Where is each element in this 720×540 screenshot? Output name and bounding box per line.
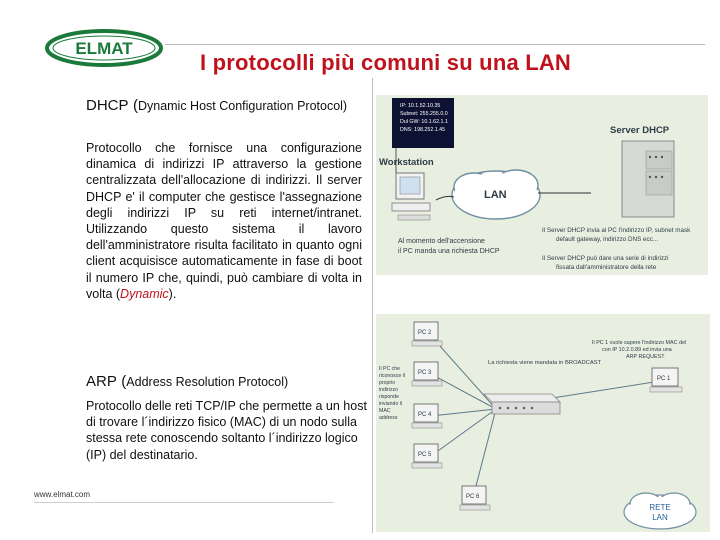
lan-label: LAN bbox=[484, 189, 507, 201]
config-line-1: IP: 10.1.52.10.35 bbox=[400, 103, 441, 109]
config-line-2: Subnet: 255.255.0.0 bbox=[400, 111, 448, 117]
arp-full-name: Address Resolution Protocol) bbox=[126, 375, 289, 389]
arp-note-left-4: indirizzo bbox=[379, 387, 399, 393]
dhcp-diagram bbox=[376, 95, 708, 275]
dhcp-heading bbox=[86, 96, 366, 116]
dhcp-description bbox=[86, 140, 362, 302]
config-line-4: DNS: 198.252.1.45 bbox=[400, 127, 446, 133]
server-label: Server DHCP bbox=[610, 125, 670, 136]
note-left-line-2: il PC manda una richiesta DHCP bbox=[398, 248, 500, 255]
pc-2-label: PC 2 bbox=[418, 330, 432, 336]
arp-note-left-1: Il PC che bbox=[379, 366, 401, 372]
config-line-3: Dul GW: 10.1.62.1.1 bbox=[400, 119, 448, 125]
arp-open-paren: ( bbox=[121, 373, 127, 390]
column-divider bbox=[372, 78, 373, 533]
pc-6-label: PC 6 bbox=[466, 494, 480, 500]
logo-text: ELMAT bbox=[75, 39, 133, 58]
note-right-1-line-2: default gateway, indirizzo DNS ecc... bbox=[556, 236, 659, 243]
dhcp-open-paren: ( bbox=[132, 97, 138, 114]
arp-note-left-2: riconosce il bbox=[379, 373, 405, 379]
dhcp-server-icon bbox=[622, 141, 674, 217]
arp-diagram bbox=[376, 314, 710, 532]
arp-note-left-3: proprio bbox=[379, 380, 396, 386]
note-right-2-line-1: Il Server DHCP può dare una serie di indirizzi bbox=[542, 255, 669, 262]
arp-acronym: ARP bbox=[86, 373, 117, 390]
footer-divider bbox=[34, 502, 334, 503]
arp-note-left-6: inviando il bbox=[379, 401, 403, 407]
rete-label: RETE bbox=[649, 503, 671, 512]
lan-label-2: LAN bbox=[652, 513, 668, 522]
elmat-logo bbox=[44, 28, 164, 68]
page-title: I protocolli più comuni su una LAN bbox=[200, 50, 572, 75]
arp-note-top-1: Il PC 1 vuole sapere l'indirizzo MAC del bbox=[592, 340, 687, 346]
arp-note-broadcast: La richiesta viene mandata in BROADCAST bbox=[488, 360, 602, 366]
pc-1-label: PC 1 bbox=[657, 376, 671, 382]
arp-note-left-7: MAC bbox=[379, 408, 391, 414]
note-right-2-line-2: fissata dall'amministratore della rete bbox=[556, 264, 657, 271]
arp-note-left-5: risponde bbox=[379, 394, 399, 400]
arp-note-left-8: address bbox=[379, 415, 398, 421]
dhcp-acronym: DHCP bbox=[86, 97, 129, 114]
note-left-line-1: Al momento dell'accensione bbox=[398, 238, 485, 245]
arp-description: Protocollo delle reti TCP/IP che permette a un host di trovare l´indirizzo fisico (MAC) di un nodo sulla stessa rete conoscendo soltanto l´indirizzo logico (IP) del destinatario. bbox=[86, 399, 367, 462]
footer-url: www.elmat.com bbox=[34, 490, 91, 499]
network-switch-icon bbox=[484, 394, 560, 414]
dhcp-full-name: Dynamic Host Configuration Protocol) bbox=[137, 99, 348, 113]
dhcp-description-text: Protocollo che fornisce una configurazione dinamica di indirizzi IP attraverso la gestione centralizzata dell'allocazione di indirizzi. Il server DHCP e' il computer che gestisce l'assegnazione degli indirizzi IP su reti internet/intranet. Utilizzando questo sistema il lavoro dell'amministratore risulta facilitato in quanto ogni client acquisisce automaticamente in fase di boot il numero IP che, quindi, può cambiare di volta in volta ( bbox=[86, 141, 362, 301]
pc-5-label: PC 5 bbox=[418, 452, 432, 458]
arp-note-top-2: con IP 10.2.0.89 ed invia una bbox=[602, 347, 672, 353]
dhcp-description-end: ). bbox=[168, 286, 177, 301]
pc-4-label: PC 4 bbox=[418, 412, 432, 418]
note-right-1-line-1: Il Server DHCP invia al PC l'indirizzo IP, subnet mask bbox=[542, 227, 691, 234]
header-divider bbox=[165, 44, 705, 45]
workstation-label: Workstation bbox=[379, 157, 434, 168]
arp-heading bbox=[86, 372, 366, 392]
arp-note-top-3: ARP REQUEST bbox=[626, 354, 665, 360]
dhcp-dynamic-word: Dynamic bbox=[120, 286, 169, 301]
pc-3-label: PC 3 bbox=[418, 370, 432, 376]
